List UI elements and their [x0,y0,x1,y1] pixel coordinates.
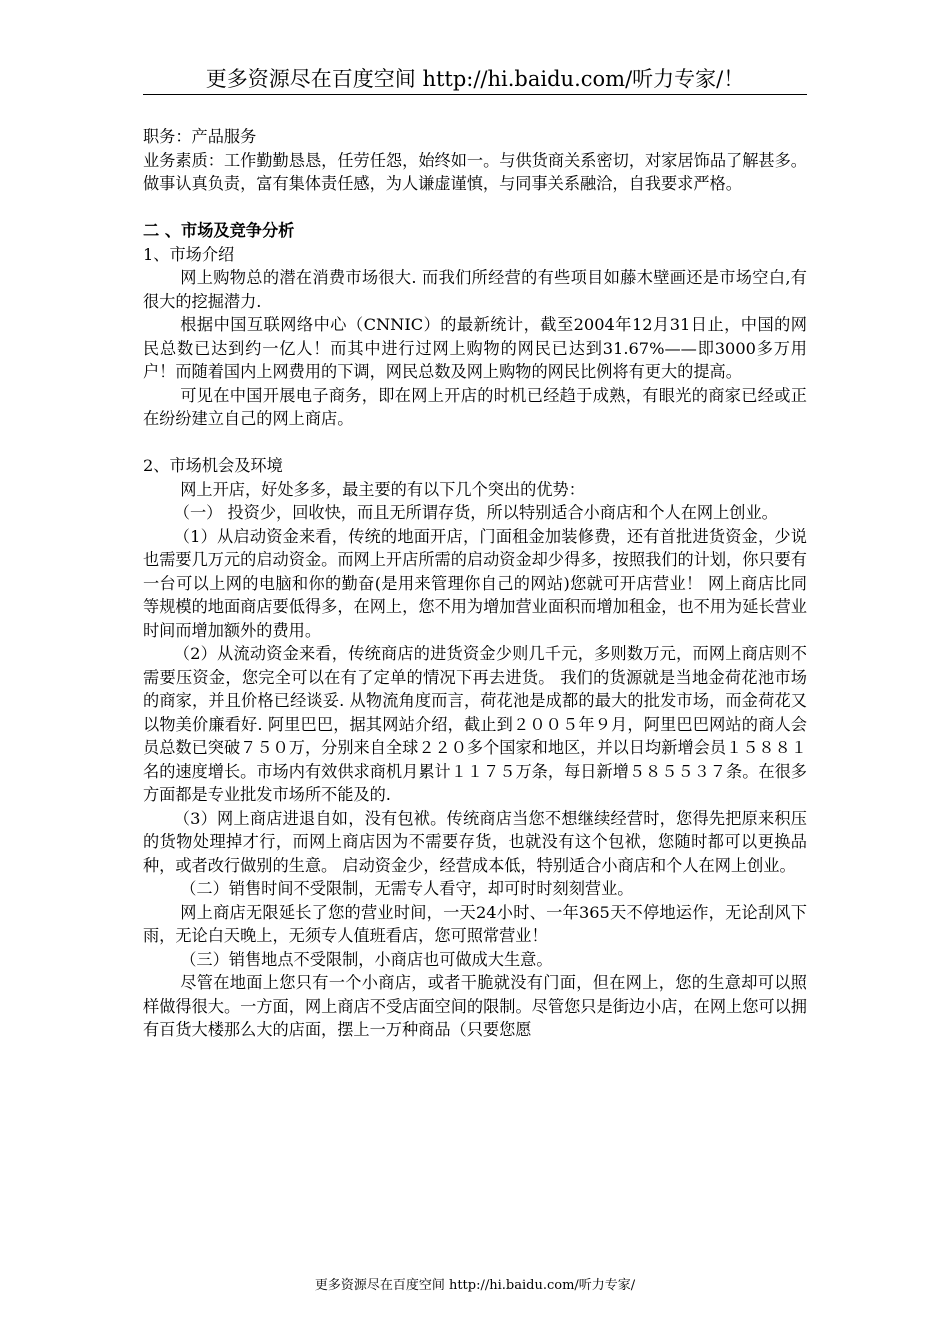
paragraph-24-hours: 网上商店无限延长了您的营业时间，一天24小时、一年365天不停地运作，无论刮风下雨，无论白天晚上，无须专人值班看店，您可照常营业！ [143,902,807,945]
page-header: 更多资源尽在百度空间 http://hi.baidu.com/听力专家/！ [205,67,745,91]
paragraph-working-capital: （2）从流动资金来看，传统商店的进货资金少则几千元，多则数万元，而网上商店则不需要压资金，您完全可以在有了定单的情况下再去进货。 我们的货源就是当地金荷花池市场的商家，并且价格已经谈妥. 从物流角度而言，荷花池是成都的最大的批发市场，而金荷花又以物美价廉看好. 阿里巴巴，据其网站介绍，截止到２００５年９月，阿里巴巴网站的商人会员总数已突破７５０万，分别来自全球２２０多个国家和地区，并以日均新增会员１５８８１名的速度增长。市场内有效供求商机月累计１１７５万条，每日新增５８５５３７条。在很多方面都是专业批发市场所不能及的. [143,644,807,804]
subheading-market-intro: 1、市场介绍 [143,244,235,264]
header-divider [143,94,807,95]
paragraph-advantage-3: （三）销售地点不受限制，小商店也可做成大生意。 [180,949,553,969]
paragraph-cnnic-stats: 根据中国互联网络中心（CNNIC）的最新统计，截至2004年12月31日止，中国的网民总数已达到约一亿人！而其中进行过网上购物的网民已达到31.67%——即3000多万用户！而随着国内上网费用的下调，网民总数及网上购物的网民比例将有更大的提高。 [143,315,807,381]
paragraph-flexibility: （3）网上商店进退自如，没有包袱。传统商店当您不想继续经营时，您得先把原来积压的货物处理掉才行，而网上商店因为不需要存货，也就没有这个包袱，您随时都可以更换品种，或者改行做别的生意。 启动资金少，经营成本低，特别适合小商店和个人在网上创业。 [143,808,807,875]
spacer [143,196,807,220]
document-body [143,125,807,1042]
job-title-line: 职务：产品服务 [143,127,257,146]
spacer [143,431,807,455]
subheading-market-opportunity: 2、市场机会及环境 [143,456,283,475]
paragraph-advantage-1: （一） 投资少，回收快，而且无所谓存货，所以特别适合小商店和个人在网上创业。 [173,503,778,522]
page-footer: 更多资源尽在百度空间 http://hi.baidu.com/听力专家/ [314,1278,636,1293]
paragraph-advantages-intro: 网上开店，好处多多，最主要的有以下几个突出的优势： [180,479,585,499]
paragraph-startup-capital: （1）从启动资金来看，传统的地面开店，门面租金加装修费，还有首批进货资金，少说也需要几万元的启动资金。而网上开店所需的启动资金却少得多，按照我们的计划，你只要有一台可以上网的电脑和你的勤奋(是用来管理你自己的网站)您就可开店营业！ 网上商店比同等规模的地面商店要低得多，在网上，您不用为增加营业面积而增加租金，也不用为延长营业时间而增加额外的费用。 [143,526,807,640]
paragraph-advantage-2: （二）销售时间不受限制，无需专人看守，却可时时刻刻营业。 [180,879,634,898]
paragraph-market-potential: 网上购物总的潜在消费市场很大. 而我们所经营的有些项目如藤木壁画还是市场空白,有很大的挖掘潜力. [143,268,807,311]
section-heading-market-analysis: 二 、市场及竞争分析 [143,221,295,240]
paragraph-location: 尽管在地面上您只有一个小商店，或者干脆就没有门面，但在网上，您的生意却可以照样做得很大。一方面，网上商店不受店面空间的限制。尽管您只是街边小店，在网上您可以拥有百货大楼那么大的店面，摆上一万种商品（只要您愿 [143,973,807,1039]
paragraph-ecommerce-maturity: 可见在中国开展电子商务，即在网上开店的时机已经趋于成熟，有眼光的商家已经或正在纷纷建立自己的网上商店。 [143,385,807,428]
business-quality-paragraph: 业务素质：工作勤勤恳恳，任劳任怨，始终如一。与供货商关系密切，对家居饰品了解甚多。做事认真负责，富有集体责任感，为人谦虚谨慎，与同事关系融洽，自我要求严格。 [143,150,807,193]
